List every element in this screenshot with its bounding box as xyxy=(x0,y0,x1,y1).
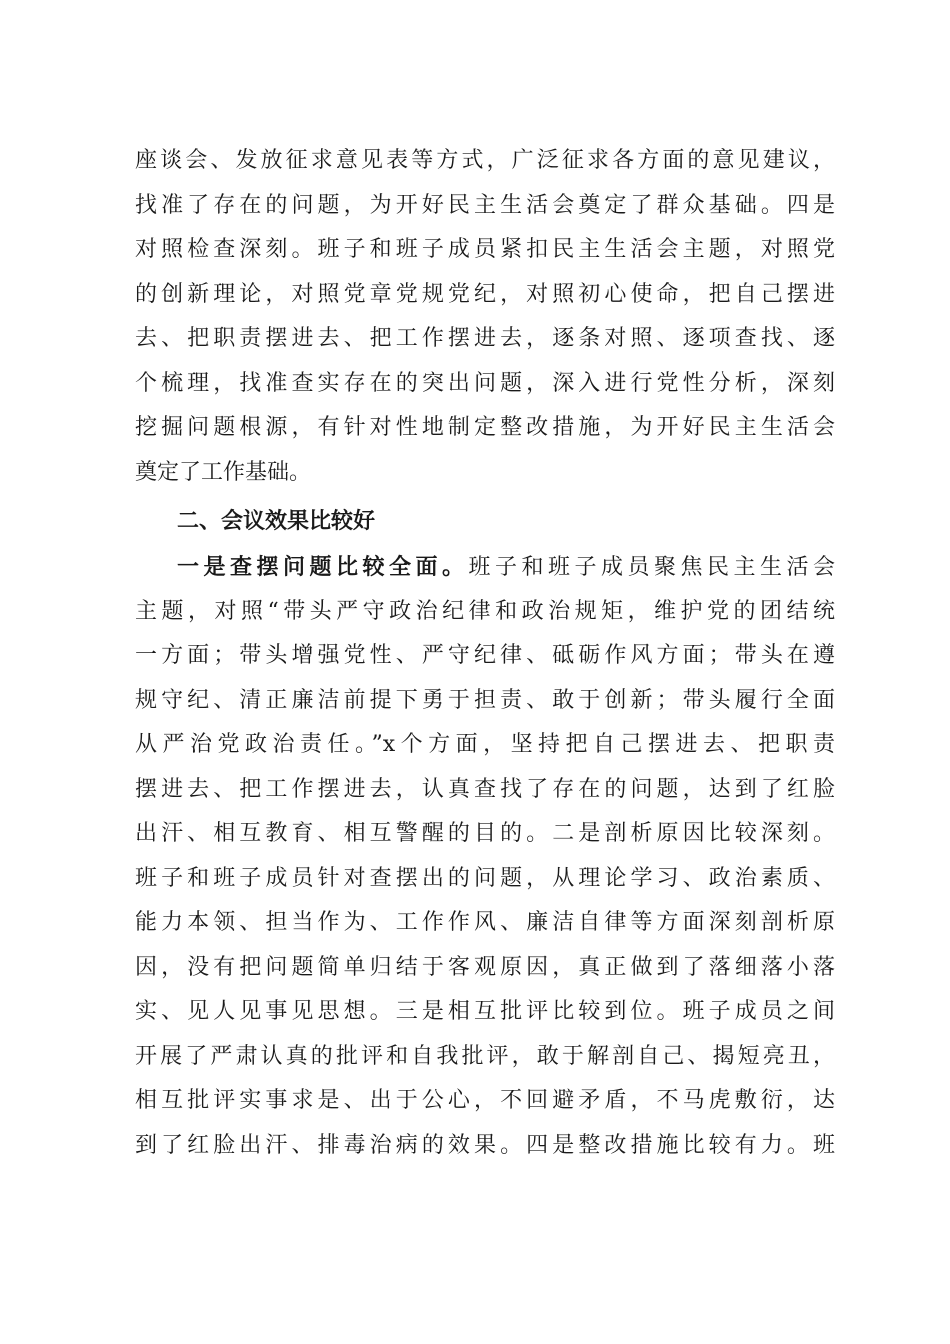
text-line-first xyxy=(135,545,835,590)
text-line: 去、把职责摆进去、把工作摆进去，逐条对照、逐项查找、逐 xyxy=(135,326,835,351)
text-line: 开展了严肃认真的批评和自我批评，敢于解剖自己、揭短亮丑， xyxy=(135,1043,835,1069)
text-line: 主题，对照“带头严守政治纪律和政治规矩，维护党的团结统 xyxy=(135,598,835,624)
paragraph-previous-continuation xyxy=(135,139,835,495)
text-line: 个梳理，找准查实存在的突出问题，深入进行党性分析，深刻 xyxy=(135,370,835,396)
text-line: 因，没有把问题简单归结于客观原因，真正做到了落细落小落 xyxy=(135,954,835,980)
text-segment: 班子和班子成员聚焦民主生活会 xyxy=(468,555,835,580)
text-line: 到了红脸出汗、排毒治病的效果。四是整改措施比较有力。班 xyxy=(135,1132,835,1158)
text-line: 挖掘问题根源，有针对性地制定整改措施，为开好民主生活会 xyxy=(135,415,835,440)
lead-phrase: 一是查摆问题比较全面。 xyxy=(177,554,469,580)
text-line: 班子和班子成员针对查摆出的问题，从理论学习、政治素质、 xyxy=(135,865,835,891)
text-line: 出汗、相互教育、相互警醒的目的。二是剖析原因比较深刻。 xyxy=(135,821,835,846)
text-line: 能力本领、担当作为、工作作风、廉洁自律等方面深刻剖析原 xyxy=(135,910,835,935)
paragraph-meeting-effect xyxy=(135,545,835,1168)
text-line: 一方面；带头增强党性、严守纪律、砥砺作风方面；带头在遵 xyxy=(135,643,835,668)
text-line: 实、见人见事见思想。三是相互批评比较到位。班子成员之间 xyxy=(135,999,835,1024)
text-line: 相互批评实事求是、出于公心，不回避矛盾，不马虎敷衍，达 xyxy=(135,1088,835,1113)
text-line: 找准了存在的问题，为开好民主生活会奠定了群众基础。四是 xyxy=(135,192,835,218)
text-line: 规守纪、清正廉洁前提下勇于担责、敢于创新；带头履行全面 xyxy=(135,687,835,713)
text-line: 奠定了工作基础。 xyxy=(135,459,312,485)
text-line: 从严治党政治责任。”x个方面，坚持把自己摆进去、把职责 xyxy=(135,732,835,757)
text-line: 座谈会、发放征求意见表等方式，广泛征求各方面的意见建议， xyxy=(135,148,835,173)
text-line: 对照检查深刻。班子和班子成员紧扣民主生活会主题，对照党 xyxy=(135,237,835,262)
text-line: 摆进去、把工作摆进去，认真查找了存在的问题，达到了红脸 xyxy=(135,776,835,802)
text-line: 的创新理论，对照党章党规党纪，对照初心使命，把自己摆进 xyxy=(135,281,835,307)
section-heading-text: 二、会议效果比较好 xyxy=(177,509,376,534)
section-heading xyxy=(135,500,835,545)
